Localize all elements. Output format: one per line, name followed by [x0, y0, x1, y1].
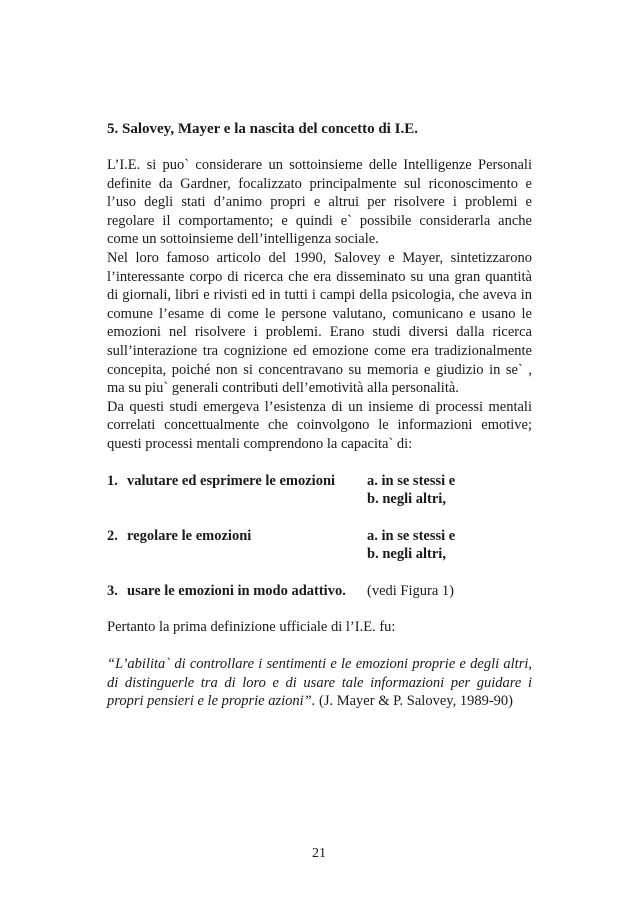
definition-quote	[107, 655, 532, 711]
list-number: 1.	[107, 472, 118, 489]
list-text: regolare le emozioni	[127, 527, 252, 544]
paragraph-1: L’I.E. si puo` considerare un sottoinsieme delle Intelligenze Personali definite da Gardner, focalizzato principalmente sul riconoscimento e l’uso degli stati d’animo propri e altrui per risolvere i problemi e regolare il comportamento; e quindi e` possibile considerarla anche come un sottoinsieme dell’intelligenza sociale.	[107, 157, 532, 248]
list-sub-b: b. negli altri,	[367, 546, 446, 563]
page-number: 21	[312, 846, 326, 861]
list-item-1	[107, 472, 532, 509]
figure-reference: (vedi Figura 1)	[367, 582, 454, 599]
section-heading: 5. Salovey, Mayer e la nascita del concetto di I.E.	[107, 121, 418, 137]
definition-intro: Pertanto la prima definizione ufficiale di l’I.E. fu:	[107, 619, 396, 636]
list-item-2	[107, 527, 532, 564]
list-sub-b: b. negli altri,	[367, 491, 446, 508]
quote-text: “L’abilita` di controllare i sentimenti e le emozioni proprie e degli altri, di distinguerle tra di loro e di usare tale informazioni per guidare i propri pensieri e le proprie azioni”.	[107, 656, 532, 710]
paragraph-3: Da questi studi emergeva l’esistenza di un insieme di processi mentali correlati concettualmente che coinvolgono le informazioni emotive; questi processi mentali comprendono la capacita` di:	[107, 398, 532, 452]
list-number: 3.	[107, 582, 118, 599]
list-text: usare le emozioni in modo adattivo.	[127, 582, 346, 599]
list-number: 2.	[107, 527, 118, 544]
list-item-3	[107, 582, 532, 601]
paragraph-2: Nel loro famoso articolo del 1990, Salovey e Mayer, sintetizzarono l’interessante corpo di ricerca che era disseminato su una gran quantità di giornali, libri e rivisti ed in tutti i campi della psicologia, che aveva in comune l’esame di come le persone valutano, comunicano e usano le emozioni nel risolvere i problemi. Erano studi diversi dalla ricerca sull’interazione tra cognizione ed emozione come era tradizionalmente concepita, poiché non si concentravano su memoria e giudizio in se` , ma su piu` generali contributi dell’emotività alla personalità.	[107, 249, 532, 397]
list-text: valutare ed esprimere le emozioni	[127, 472, 336, 489]
list-sub-a: a. in se stessi e	[367, 472, 456, 489]
list-sub-a: a. in se stessi e	[367, 527, 456, 544]
page-content	[107, 120, 532, 711]
quote-citation: (J. Mayer & P. Salovey, 1989-90)	[315, 693, 513, 710]
